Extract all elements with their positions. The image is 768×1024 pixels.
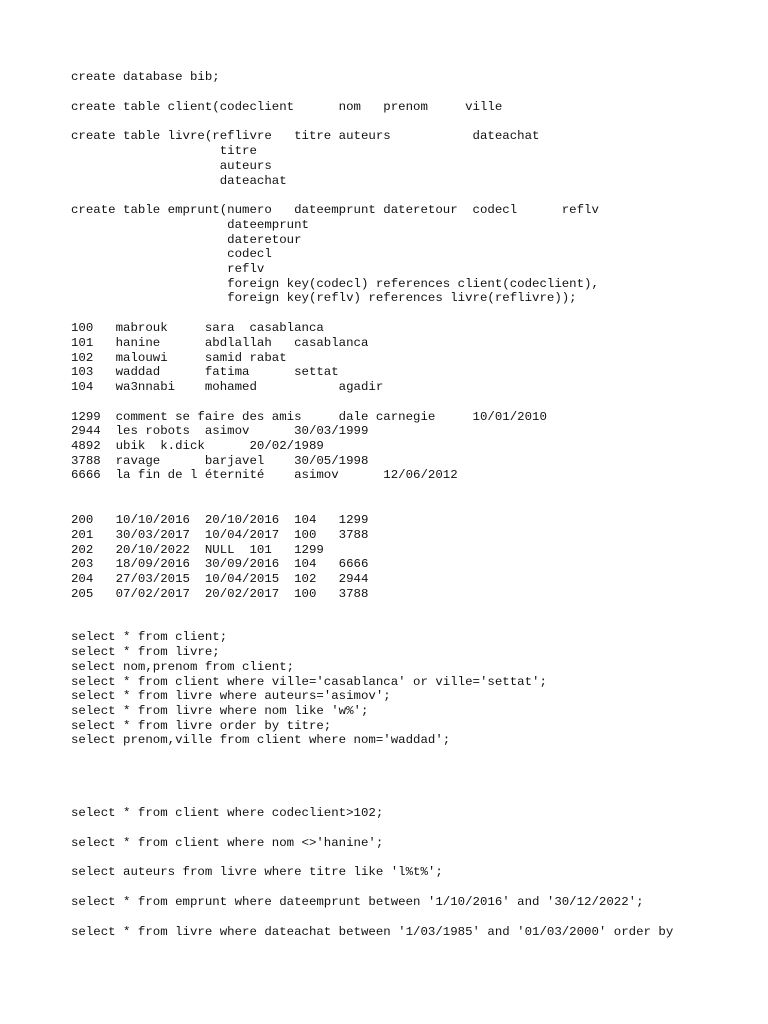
query-codeclient: select * from client where codeclient>102; xyxy=(71,806,384,821)
query-nom-not-hanine: select * from client where nom <>'hanine'; xyxy=(71,835,384,850)
document-page xyxy=(71,70,751,940)
query-livre-dateachat: select * from livre where dateachat between '1/03/1985' and '01/03/2000' order by xyxy=(71,924,674,939)
select-queries-batch: select * from client; select * from livre; select nom,prenom from client; select * from client where ville='casablanca' or ville='settat'; select * from livre where auteurs='asimov'; select * from livre where nom like 'w%'; select * from livre order by titre; select prenom,ville from client where nom='waddad'; xyxy=(71,630,547,748)
create-table-emprunt-statement: create table emprunt(numero dateemprunt dateretour codecl reflv dateemprunt dateretour codecl reflv foreign key(codecl) references client(codeclient), foreign key(reflv) references livre(reflivre)); xyxy=(71,203,599,306)
query-auteurs-like: select auteurs from livre where titre like 'l%t%'; xyxy=(71,865,443,880)
client-rows: 100 mabrouk sara casablanca 101 hanine abdlallah casablanca 102 malouwi samid rabat 103 waddad fatima settat 104 wa3nnabi mohamed agadir xyxy=(71,321,384,394)
create-table-livre-statement: create table livre(reflivre titre auteurs dateachat titre auteurs dateachat xyxy=(71,129,540,188)
emprunt-rows: 200 10/10/2016 20/10/2016 104 1299 201 30/03/2017 10/04/2017 100 3788 202 20/10/2022 NULL 101 1299 203 18/09/2016 30/09/2016 104 6666 204 27/03/2015 10/04/2015 102 2944 205 07/02/2017 20/02/2017 100 3788 xyxy=(71,513,369,601)
create-table-client-statement: create table client(codeclient nom prenom ville xyxy=(71,99,503,114)
create-database-statement: create database bib; xyxy=(71,70,220,84)
livre-rows: 1299 comment se faire des amis dale carnegie 10/01/2010 2944 les robots asimov 30/03/1999 4892 ubik k.dick 20/02/1989 3788 ravage barjavel 30/05/1998 6666 la fin de l éternité asimov 12/06/2012 xyxy=(71,409,547,483)
query-emprunt-between: select * from emprunt where dateemprunt between '1/10/2016' and '30/12/2022'; xyxy=(71,895,644,910)
